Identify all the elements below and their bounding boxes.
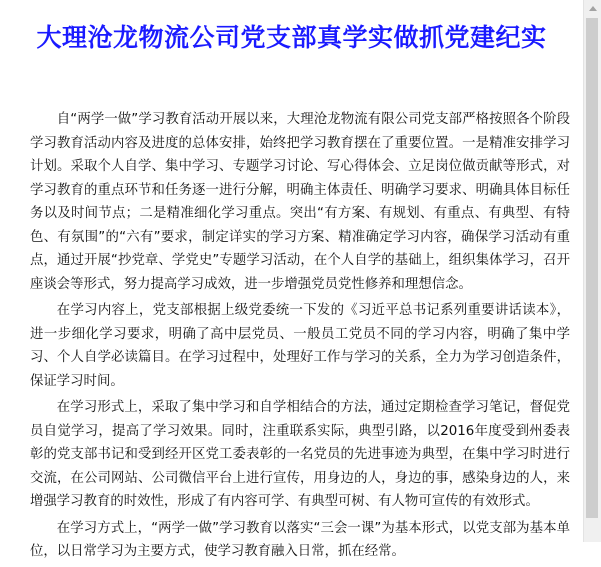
article-title: 大理沧龙物流公司党支部真学实做抓党建纪实 [36,23,547,52]
vertical-scrollbar[interactable] [583,0,601,542]
article-paragraph: 在学习内容上，党支部根据上级党委统一下发的《习近平总书记系列重要讲话读本》，进一步细化学习要求，明确了高中层党员、一般员工党员不同的学习内容，明确了集中学习、个人自学必读篇目。在学习过程中，处理好工作与学习的关系，全力为学习创造条件，保证学习时间。 [30,303,570,389]
article-paragraph: 在学习形式上，采取了集中学习和自学相结合的方法，通过定期检查学习笔记，督促党员自觉学习，提高了学习效果。同时，注重联系实际，典型引路，以2016年度受到州委表彰的党支部书记和受到经开区党工委表彰的一名党员的先进事迹为典型，在集中学习时进行交流，在公司网站、公司微信平台上进行宣传，用身边的人，身边的事，感染身边的人，来增强学习教育的时效性，形成了有内容可学、有典型可树、有人物可宣传的有效形式。 [30,400,570,509]
scrollbar-thumb[interactable] [586,18,598,518]
article-paragraph: 自“两学一做”学习教育活动开展以来，大理沧龙物流有限公司党支部严格按照各个阶段学习教育活动内容及进度的总体安排，始终把学习教育摆在了重要位置。一是精准安排学习计划。采取个人自学、集中学习、专题学习讨论、写心得体会、立足岗位做贡献等形式，对学习教育的重点环节和任务逐一进行分解，明确主体责任、明确学习要求、明确具体目标任务以及时间节点；二是精准细化学习重点。突出“有方案、有规划、有重点、有典型、有特色、有氛围”的“六有”要求，制定详实的学习方案、精准确定学习内容，确保学习活动有重点，通过开展“抄党章、学党史”专题学习活动，在个人自学的基础上，组织集体学习，召开座谈会等形式，努力提高学习成效，进一步增强党员党性修养和理想信念。 [30,112,570,292]
scroll-up-arrow-icon[interactable] [584,0,601,17]
article-paragraph: 在学习方式上，“两学一做”学习教育以落实“三会一课”为基本形式，以党支部为基本单位，以日常学习为主要方式，使学习教育融入日常，抓在经常。 [30,520,570,559]
article-body [30,108,570,567]
